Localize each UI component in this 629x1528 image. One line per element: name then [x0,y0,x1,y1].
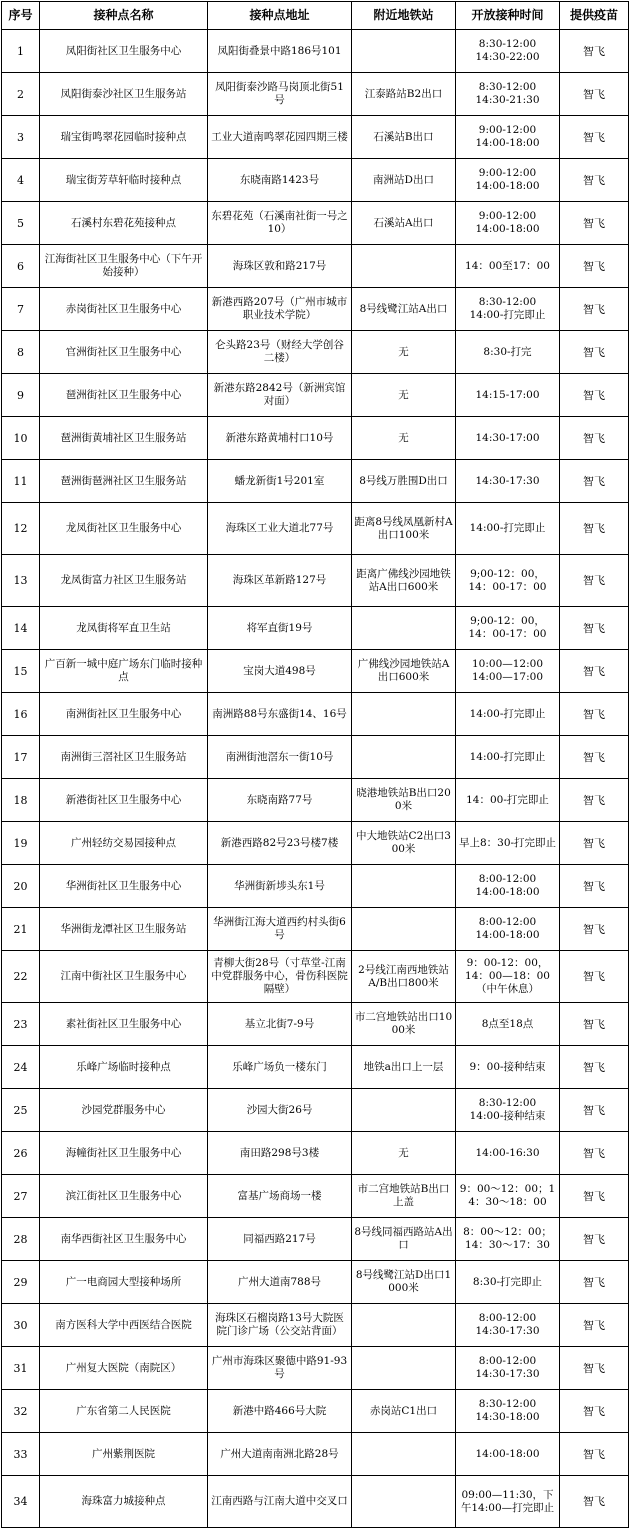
cell-open-hours: 14：00-打完即止 [456,779,560,822]
cell-site-name: 琶洲街社区卫生服务中心 [40,374,208,417]
table-row [2,1003,629,1046]
cell-site-name: 沙园党群服务中心 [40,1089,208,1132]
cell-open-hours: 8:30-12:00 14:30-22:00 [456,30,560,73]
table-row [2,417,629,460]
cell-site-address: 广州市海珠区聚德中路91-93号 [208,1347,352,1390]
cell-open-hours: 8:30-12:00 14:30-18:00 [456,1390,560,1433]
cell-vaccine: 智飞 [560,116,629,159]
cell-site-name: 新港街社区卫生服务中心 [40,779,208,822]
cell-open-hours: 9：00-接种结束 [456,1046,560,1089]
cell-no: 4 [2,159,40,202]
cell-no: 12 [2,503,40,555]
header-site-name: 接种点名称 [40,2,208,30]
cell-nearby-metro: 市二宫地铁站出口1000米 [352,1003,456,1046]
cell-open-hours: 8:30-12:00 14:00-打完即止 [456,288,560,331]
table-row [2,503,629,555]
cell-site-name: 龙凤街将军直卫生站 [40,607,208,650]
table-row [2,1218,629,1261]
cell-nearby-metro: 广佛线沙园地铁站A出口600米 [352,650,456,693]
cell-vaccine: 智飞 [560,1304,629,1347]
cell-site-name: 广州轻纺交易园接种点 [40,822,208,865]
cell-vaccine: 智飞 [560,1433,629,1476]
cell-site-name: 石溪村东碧花苑接种点 [40,202,208,245]
cell-vaccine: 智飞 [560,460,629,503]
table-body [2,30,629,1528]
cell-open-hours: 9：00～12：00；14：30～18：00 [456,1175,560,1218]
cell-vaccine: 智飞 [560,1132,629,1175]
cell-vaccine: 智飞 [560,1046,629,1089]
cell-nearby-metro [352,1476,456,1528]
cell-no: 16 [2,693,40,736]
header-vaccine: 提供疫苗 [560,2,629,30]
cell-site-address: 新港西路207号（广州市城市职业技术学院） [208,288,352,331]
cell-site-name: 龙凤街社区卫生服务中心 [40,503,208,555]
cell-open-hours: 8:30-12:00 14:00-接种结束 [456,1089,560,1132]
cell-nearby-metro: 8号线万胜围D出口 [352,460,456,503]
cell-nearby-metro [352,1433,456,1476]
cell-vaccine: 智飞 [560,245,629,288]
table-row [2,607,629,650]
table-row [2,73,629,116]
cell-site-name: 龙凤街富力社区卫生服务站 [40,555,208,607]
cell-nearby-metro: 中大地铁站C2出口300米 [352,822,456,865]
cell-no: 27 [2,1175,40,1218]
cell-vaccine: 智飞 [560,693,629,736]
cell-open-hours: 14:30-17:00 [456,417,560,460]
cell-open-hours: 14:30-17:30 [456,460,560,503]
cell-no: 29 [2,1261,40,1304]
cell-open-hours: 14:00-打完即止 [456,503,560,555]
cell-vaccine: 智飞 [560,1089,629,1132]
table-row [2,1390,629,1433]
cell-nearby-metro: 地铁a出口上一层 [352,1046,456,1089]
cell-site-address: 蟠龙新街1号201室 [208,460,352,503]
cell-open-hours: 8点至18点 [456,1003,560,1046]
cell-vaccine: 智飞 [560,503,629,555]
cell-site-address: 同福西路217号 [208,1218,352,1261]
cell-nearby-metro: 无 [352,1132,456,1175]
cell-no: 10 [2,417,40,460]
table-row [2,245,629,288]
table-row [2,736,629,779]
cell-no: 17 [2,736,40,779]
cell-site-name: 南方医科大学中西医结合医院 [40,1304,208,1347]
cell-site-address: 海珠区工业大道北77号 [208,503,352,555]
cell-site-name: 南洲街社区卫生服务中心 [40,693,208,736]
cell-vaccine: 智飞 [560,822,629,865]
cell-site-name: 海珠富力城接种点 [40,1476,208,1528]
cell-vaccine: 智飞 [560,1347,629,1390]
cell-site-name: 广百新一城中庭广场东门临时接种点 [40,650,208,693]
table-row [2,331,629,374]
cell-nearby-metro [352,607,456,650]
cell-site-name: 广州紫荆医院 [40,1433,208,1476]
cell-site-address: 海珠区石榴岗路13号大院医院门诊广场（公交站背面） [208,1304,352,1347]
cell-site-name: 素社街社区卫生服务中心 [40,1003,208,1046]
cell-nearby-metro [352,245,456,288]
cell-vaccine: 智飞 [560,779,629,822]
cell-site-address: 南洲街池滘东一街10号 [208,736,352,779]
cell-site-address: 华洲街江海大道西约村头街6号 [208,908,352,951]
cell-nearby-metro: 赤岗站C1出口 [352,1390,456,1433]
cell-open-hours: 8:00-12:00 14:30-17:30 [456,1347,560,1390]
cell-site-name: 滨江街社区卫生服务中心 [40,1175,208,1218]
cell-open-hours: 10:00—12:00 14:00—17:00 [456,650,560,693]
cell-site-name: 官洲街社区卫生服务中心 [40,331,208,374]
table-row [2,159,629,202]
cell-open-hours: 8:00-12:00 14:00-18:00 [456,908,560,951]
cell-no: 34 [2,1476,40,1528]
cell-nearby-metro: 晓港地铁站B出口200米 [352,779,456,822]
cell-open-hours: 9:00-12:00 14:00-18:00 [456,116,560,159]
cell-open-hours: 8:00-12:00 14:00-18:00 [456,865,560,908]
cell-no: 25 [2,1089,40,1132]
cell-site-address: 广州大道南788号 [208,1261,352,1304]
cell-site-name: 凤阳街泰沙社区卫生服务站 [40,73,208,116]
cell-site-address: 东晓南路77号 [208,779,352,822]
cell-open-hours: 8:00-12:00 14:30-17:30 [456,1304,560,1347]
cell-open-hours: 09:00—11:30，下午14:00—打完即止 [456,1476,560,1528]
cell-no: 15 [2,650,40,693]
cell-nearby-metro: 距离8号线凤凰新村A出口100米 [352,503,456,555]
table-row [2,1347,629,1390]
cell-vaccine: 智飞 [560,30,629,73]
cell-site-address: 基立北街7-9号 [208,1003,352,1046]
cell-site-name: 凤阳街社区卫生服务中心 [40,30,208,73]
cell-vaccine: 智飞 [560,1175,629,1218]
cell-site-name: 瑞宝街芳草轩临时接种点 [40,159,208,202]
cell-vaccine: 智飞 [560,607,629,650]
cell-no: 6 [2,245,40,288]
cell-vaccine: 智飞 [560,288,629,331]
table-header-row [2,2,629,30]
cell-site-name: 南洲街三滘社区卫生服务站 [40,736,208,779]
table-row [2,374,629,417]
cell-vaccine: 智飞 [560,331,629,374]
cell-site-address: 东晓南路1423号 [208,159,352,202]
header-nearby-metro: 附近地铁站 [352,2,456,30]
header-no: 序号 [2,2,40,30]
cell-open-hours: 14:00-打完即止 [456,736,560,779]
cell-vaccine: 智飞 [560,1261,629,1304]
cell-site-address: 将军直街19号 [208,607,352,650]
cell-nearby-metro: 无 [352,417,456,460]
cell-site-name: 广一电商园大型接种场所 [40,1261,208,1304]
cell-no: 28 [2,1218,40,1261]
cell-no: 33 [2,1433,40,1476]
cell-vaccine: 智飞 [560,202,629,245]
cell-vaccine: 智飞 [560,908,629,951]
table-row [2,1046,629,1089]
cell-no: 7 [2,288,40,331]
table-row [2,1433,629,1476]
cell-nearby-metro: 无 [352,374,456,417]
cell-site-name: 赤岗街社区卫生服务中心 [40,288,208,331]
table-row [2,1089,629,1132]
cell-nearby-metro [352,865,456,908]
cell-open-hours: 8:30-打完 [456,331,560,374]
cell-site-address: 仑头路23号（财经大学创谷二楼） [208,331,352,374]
table-row [2,460,629,503]
cell-site-name: 瑞宝街鸣翠花园临时接种点 [40,116,208,159]
cell-vaccine: 智飞 [560,1003,629,1046]
cell-nearby-metro [352,30,456,73]
cell-vaccine: 智飞 [560,73,629,116]
cell-site-address: 华洲街新埗头东1号 [208,865,352,908]
cell-no: 20 [2,865,40,908]
cell-no: 30 [2,1304,40,1347]
table-row [2,908,629,951]
table-row [2,202,629,245]
cell-site-address: 南田路298号3楼 [208,1132,352,1175]
cell-vaccine: 智飞 [560,1476,629,1528]
cell-open-hours: 14：00至17：00 [456,245,560,288]
cell-no: 26 [2,1132,40,1175]
cell-site-address: 凤阳街泰沙路马岗顶北街51号 [208,73,352,116]
cell-site-address: 江南西路与江南大道中交叉口 [208,1476,352,1528]
cell-nearby-metro: 江泰路站B2出口 [352,73,456,116]
cell-site-address: 凤阳街叠景中路186号101 [208,30,352,73]
cell-open-hours: 8:30-打完即止 [456,1261,560,1304]
cell-nearby-metro: 石溪站B出口 [352,116,456,159]
cell-open-hours: 9:00-12:00 14:00-18:00 [456,159,560,202]
cell-no: 19 [2,822,40,865]
cell-no: 5 [2,202,40,245]
cell-site-address: 新港西路82号23号楼7楼 [208,822,352,865]
cell-site-name: 江南中街社区卫生服务中心 [40,951,208,1003]
table-row [2,779,629,822]
table-row [2,693,629,736]
header-open-hours: 开放接种时间 [456,2,560,30]
cell-vaccine: 智飞 [560,865,629,908]
cell-site-address: 海珠区敦和路217号 [208,245,352,288]
cell-nearby-metro [352,693,456,736]
cell-nearby-metro [352,908,456,951]
cell-open-hours: 8:30-12:00 14:30-21:30 [456,73,560,116]
cell-nearby-metro: 石溪站A出口 [352,202,456,245]
cell-no: 21 [2,908,40,951]
cell-nearby-metro: 8号线同福西路站A出口 [352,1218,456,1261]
cell-open-hours: 14:15-17:00 [456,374,560,417]
table-row [2,1175,629,1218]
cell-no: 1 [2,30,40,73]
cell-site-name: 乐峰广场临时接种点 [40,1046,208,1089]
cell-site-address: 乐峰广场负一楼东门 [208,1046,352,1089]
table-row [2,116,629,159]
cell-site-name: 琶洲街琶洲社区卫生服务站 [40,460,208,503]
vaccination-sites-table [1,1,629,1528]
cell-nearby-metro: 市二宫地铁站B出口上盖 [352,1175,456,1218]
cell-vaccine: 智飞 [560,951,629,1003]
cell-open-hours: 8：00～12：00； 14：30～17：30 [456,1218,560,1261]
table-row [2,555,629,607]
cell-nearby-metro: 8号线鹭江站A出口 [352,288,456,331]
cell-nearby-metro [352,1347,456,1390]
cell-no: 3 [2,116,40,159]
cell-site-name: 琶洲街黄埔社区卫生服务站 [40,417,208,460]
cell-vaccine: 智飞 [560,1218,629,1261]
cell-nearby-metro: 南洲站D出口 [352,159,456,202]
cell-vaccine: 智飞 [560,159,629,202]
cell-open-hours: 14:00-16:30 [456,1132,560,1175]
cell-nearby-metro: 距离广佛线沙园地铁站A出口600米 [352,555,456,607]
cell-vaccine: 智飞 [560,650,629,693]
table-row [2,30,629,73]
cell-open-hours: 早上8：30-打完即止 [456,822,560,865]
cell-site-name: 华洲街龙潭社区卫生服务站 [40,908,208,951]
cell-site-address: 东碧花苑（石溪南社街一号之10） [208,202,352,245]
cell-no: 14 [2,607,40,650]
cell-site-address: 广州大道南南洲北路28号 [208,1433,352,1476]
cell-site-name: 广州复大医院（南院区） [40,1347,208,1390]
table-row [2,1476,629,1528]
table-row [2,1304,629,1347]
cell-site-address: 青柳大街28号（寸草堂-江南中党群服务中心，骨伤科医院隔壁） [208,951,352,1003]
cell-nearby-metro: 无 [352,331,456,374]
cell-no: 11 [2,460,40,503]
cell-nearby-metro: 2号线江南西地铁站A/B出口800米 [352,951,456,1003]
table-row [2,1132,629,1175]
header-site-address: 接种点地址 [208,2,352,30]
cell-no: 32 [2,1390,40,1433]
cell-open-hours: 14:00-打完即止 [456,693,560,736]
cell-site-address: 富基广场商场一楼 [208,1175,352,1218]
cell-site-address: 新港东路2842号（新洲宾馆对面） [208,374,352,417]
cell-site-name: 江海街社区卫生服务中心（下午开始接种） [40,245,208,288]
cell-site-address: 工业大道南鸣翠花园四期三楼 [208,116,352,159]
cell-site-address: 南洲路88号东盛街14、16号 [208,693,352,736]
cell-site-name: 广东省第二人民医院 [40,1390,208,1433]
cell-nearby-metro [352,1089,456,1132]
cell-open-hours: 9:00-12:00 14:00-18:00 [456,202,560,245]
cell-vaccine: 智飞 [560,1390,629,1433]
cell-no: 18 [2,779,40,822]
table-row [2,650,629,693]
cell-open-hours: 14:00-18:00 [456,1433,560,1476]
cell-open-hours: 9;00-12：00， 14：00-17：00 [456,607,560,650]
cell-site-address: 新港中路466号大院 [208,1390,352,1433]
cell-no: 9 [2,374,40,417]
table-row [2,288,629,331]
cell-no: 23 [2,1003,40,1046]
cell-no: 13 [2,555,40,607]
table-row [2,951,629,1003]
cell-no: 2 [2,73,40,116]
cell-vaccine: 智飞 [560,736,629,779]
cell-no: 22 [2,951,40,1003]
cell-site-address: 新港东路黄埔村口10号 [208,417,352,460]
cell-vaccine: 智飞 [560,555,629,607]
cell-no: 31 [2,1347,40,1390]
cell-nearby-metro [352,736,456,779]
cell-no: 8 [2,331,40,374]
cell-no: 24 [2,1046,40,1089]
cell-open-hours: 9：00-12：00， 14：00—18：00 （中午休息） [456,951,560,1003]
cell-site-name: 华洲街社区卫生服务中心 [40,865,208,908]
cell-vaccine: 智飞 [560,374,629,417]
cell-nearby-metro [352,1304,456,1347]
cell-site-address: 宝岗大道498号 [208,650,352,693]
cell-site-name: 南华西街社区卫生服务中心 [40,1218,208,1261]
cell-site-address: 沙园大街26号 [208,1089,352,1132]
table-row [2,822,629,865]
cell-site-address: 海珠区革新路127号 [208,555,352,607]
table-row [2,1261,629,1304]
cell-nearby-metro: 8号线鹭江站D出口1000米 [352,1261,456,1304]
cell-open-hours: 9;00-12：00， 14：00-17：00 [456,555,560,607]
cell-site-name: 海幢街社区卫生服务中心 [40,1132,208,1175]
table-row [2,865,629,908]
cell-vaccine: 智飞 [560,417,629,460]
